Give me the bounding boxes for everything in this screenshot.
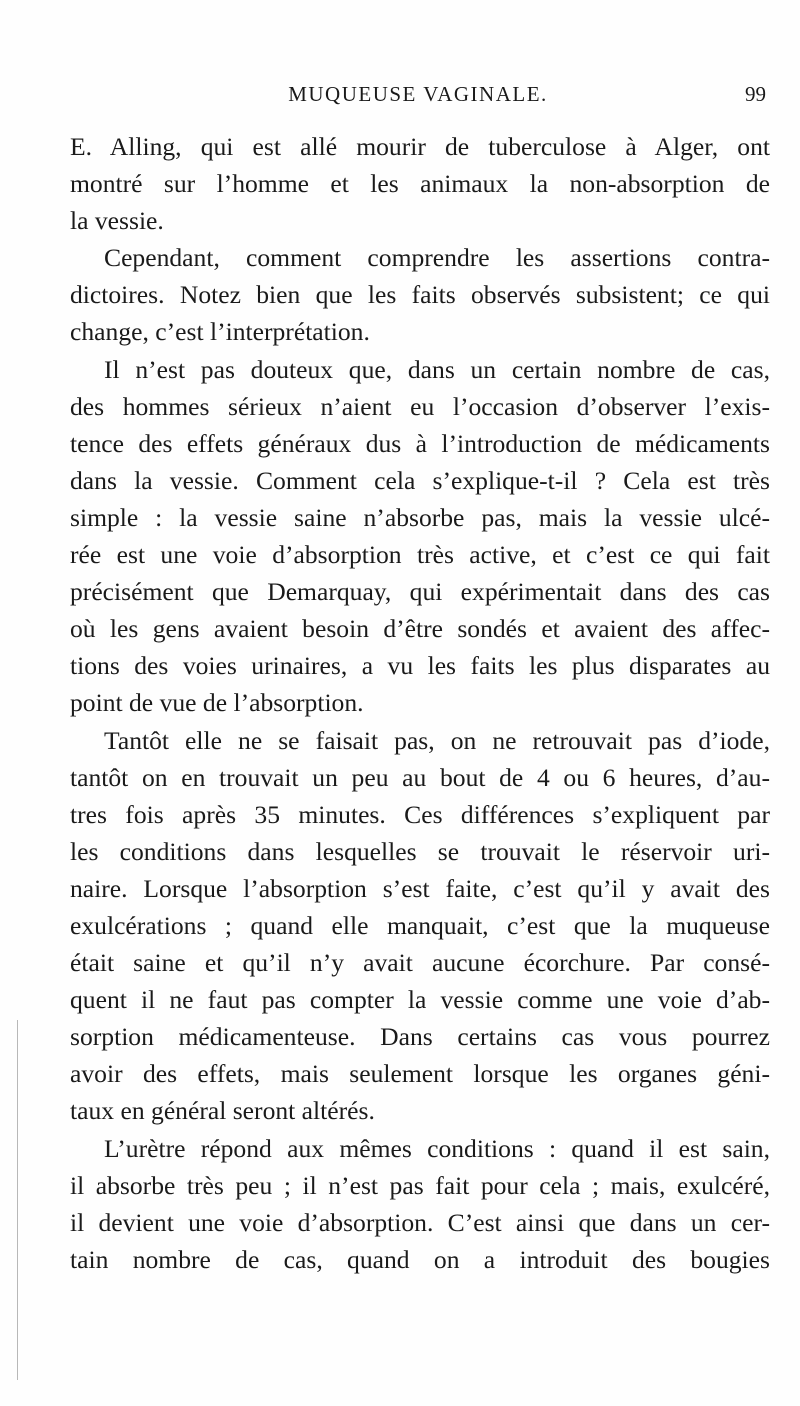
text-line: était saine et qu’il n’y avait aucune écorchure. Par consé-	[70, 948, 770, 978]
text-line: Il n’est pas douteux que, dans un certain nombre de cas,	[104, 354, 770, 384]
text-line: tres fois après 35 minutes. Ces différences s’expliquent par	[70, 799, 770, 829]
text-line: montré sur l’homme et les animaux la non-absorption de	[70, 169, 770, 199]
text-line: où les gens avaient besoin d’être sondés et avaient des affec-	[70, 614, 770, 644]
text-line: naire. Lorsque l’absorption s’est faite, c’est qu’il y avait des	[70, 873, 770, 903]
text-line: les conditions dans lesquelles se trouvait le réservoir uri-	[70, 836, 770, 866]
text-line: Cependant, comment comprendre les assertions contra-	[104, 243, 770, 273]
text-line: exulcérations ; quand elle manquait, c’est que la muqueuse	[70, 910, 770, 940]
body-text	[70, 128, 770, 1278]
text-line: simple : la vessie saine n’absorbe pas, mais la vessie ulcé-	[70, 502, 770, 532]
text-line: avoir des effets, mais seulement lorsque les organes géni-	[70, 1059, 770, 1089]
page-number: 99	[745, 82, 766, 106]
running-head	[70, 82, 766, 112]
text-line: la vessie.	[70, 206, 164, 236]
text-line: des hommes sérieux n’aient eu l’occasion d’observer l’exis-	[70, 391, 770, 421]
text-line: change, c’est l’interprétation.	[70, 317, 370, 347]
text-line: point de vue de l’absorption.	[70, 688, 364, 718]
text-line: quent il ne faut pas compter la vessie comme une voie d’ab-	[70, 985, 770, 1015]
text-line: sorption médicamenteuse. Dans certains cas vous pourrez	[70, 1022, 770, 1052]
text-line: E. Alling, qui est allé mourir de tuberculose à Alger, ont	[70, 132, 770, 161]
text-line: dictoires. Notez bien que les faits observés subsistent; ce qui	[70, 280, 770, 310]
text-line: tions des voies urinaires, a vu les faits les plus disparates au	[70, 651, 770, 681]
text-line: il devient une voie d’absorption. C’est ainsi que dans un cer-	[70, 1207, 770, 1237]
text-line: dans la vessie. Comment cela s’explique-t-il ? Cela est très	[70, 465, 770, 495]
running-head-title: MUQUEUSE VAGINALE.	[288, 82, 548, 106]
margin-shadow-line	[17, 1020, 18, 1380]
text-line: tantôt on en trouvait un peu au bout de 4 ou 6 heures, d’au-	[70, 762, 770, 792]
text-line: tence des effets généraux dus à l’introduction de médicaments	[70, 428, 770, 458]
text-line: taux en général seront altérés.	[70, 1096, 375, 1126]
text-line: rée est une voie d’absorption très active, et c’est ce qui fait	[70, 540, 770, 570]
text-line: il absorbe très peu ; il n’est pas fait pour cela ; mais, exulcéré,	[70, 1170, 770, 1200]
text-line: Tantôt elle ne se faisait pas, on ne retrouvait pas d’iode,	[104, 725, 770, 755]
text-line: tain nombre de cas, quand on a introduit des bougies	[70, 1244, 770, 1274]
text-line: précisément que Demarquay, qui expérimentait dans des cas	[70, 577, 770, 607]
text-line: L’urètre répond aux mêmes conditions : quand il est sain,	[104, 1133, 770, 1163]
